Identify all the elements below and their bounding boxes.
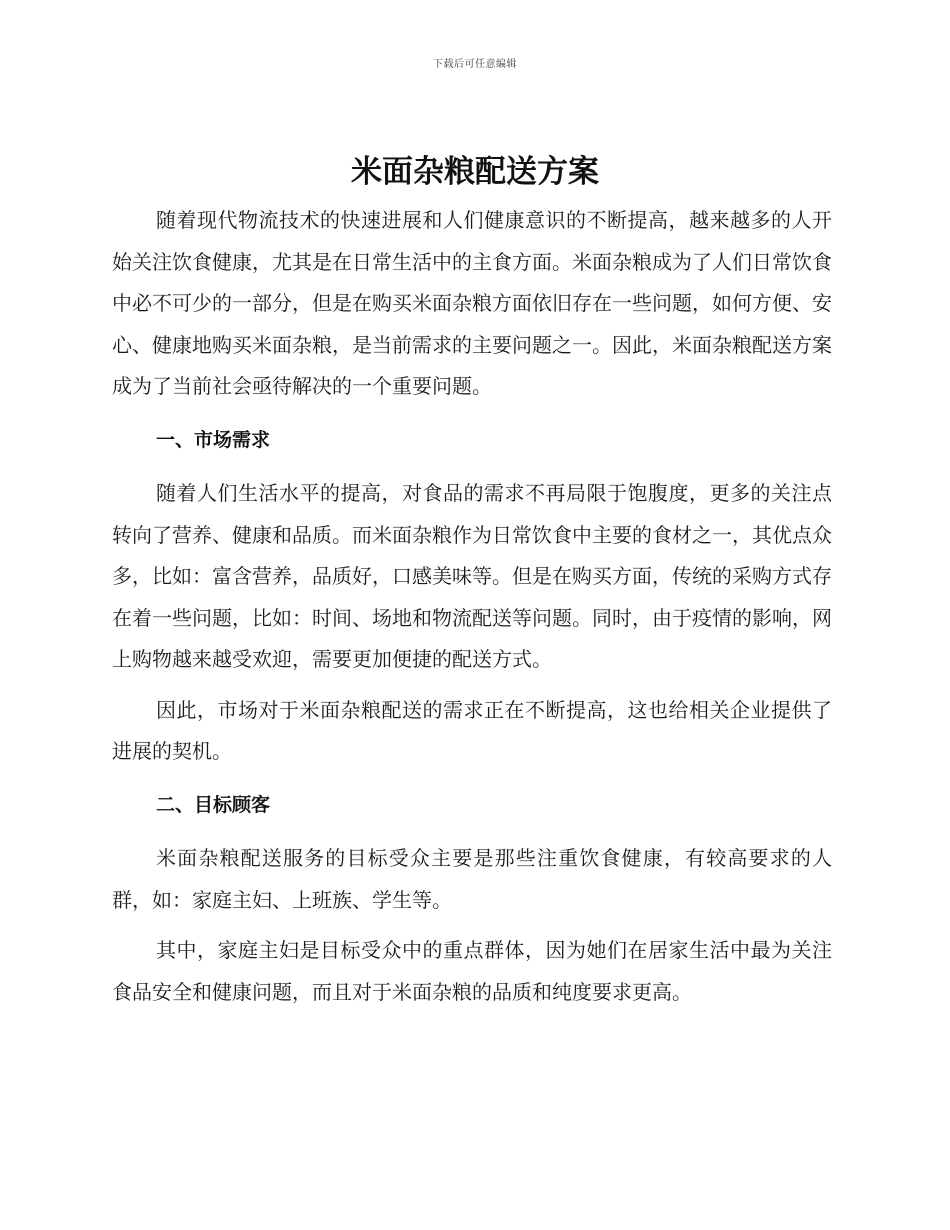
document-title: 米面杂粮配送方案 [351,154,599,190]
market-demand-paragraph-2: 因此，市场对于米面杂粮配送的需求正在不断提高，这也给相关企业提供了进展的契机。 [112,697,832,763]
section-heading-market-demand: 一、市场需求 [156,428,271,451]
section-heading-target-customers: 二、目标顾客 [156,793,271,816]
document-body [112,200,832,1013]
page-header-note: 下载后可任意编辑 [433,59,517,70]
target-customers-paragraph-2: 其中，家庭主妇是目标受众中的重点群体，因为她们在居家生活中最为关注食品安全和健康问题，而且对于米面杂粮的品质和纯度要求更高。 [112,938,832,1004]
intro-paragraph: 随着现代物流技术的快速进展和人们健康意识的不断提高，越来越多的人开始关注饮食健康，尤其是在日常生活中的主食方面。米面杂粮成为了人们日常饮食中必不可少的一部分，但是在购买米面杂粮方面依旧存在一些问题，如何方便、安心、健康地购买米面杂粮，是当前需求的主要问题之一。因此，米面杂粮配送方案成为了当前社会亟待解决的一个重要问题。 [112,208,832,398]
market-demand-paragraph-1: 随着人们生活水平的提高，对食品的需求不再局限于饱腹度，更多的关注点转向了营养、健康和品质。而米面杂粮作为日常饮食中主要的食材之一，其优点众多，比如：富含营养，品质好，口感美味等。但是在购买方面，传统的采购方式存在着一些问题，比如：时间、场地和物流配送等问题。同时，由于疫情的影响，网上购物越来越受欢迎，需要更加便捷的配送方式。 [112,481,832,671]
target-customers-paragraph-1: 米面杂粮配送服务的目标受众主要是那些注重饮食健康，有较高要求的人群，如：家庭主妇、上班族、学生等。 [112,846,832,912]
